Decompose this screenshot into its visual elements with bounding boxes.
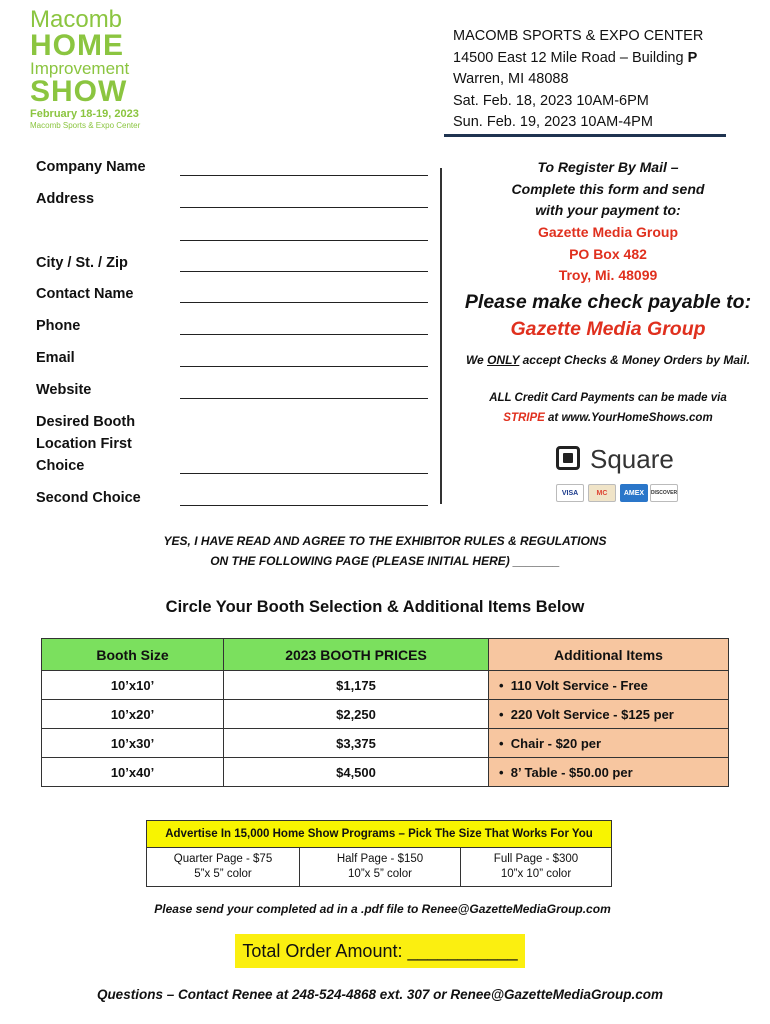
additional-item-text: 110 Volt Service - Free xyxy=(510,677,648,693)
company-name-field[interactable] xyxy=(180,175,428,176)
credit-line-1: ALL Credit Card Payments can be made via xyxy=(489,392,727,404)
city-st-zip-field[interactable] xyxy=(180,271,428,272)
email-label: Email xyxy=(36,350,75,366)
total-order-amount-field[interactable]: Total Order Amount: ___________ xyxy=(235,934,525,968)
register-instructions xyxy=(448,157,768,222)
booth-size-cell[interactable]: 10’x10’ xyxy=(42,671,224,700)
booth-price-cell[interactable]: $4,500 xyxy=(224,758,489,787)
desired-booth-label-line1: Desired Booth xyxy=(36,414,136,430)
ad-option-full[interactable] xyxy=(461,848,612,887)
additional-item-cell[interactable]: • 220 Volt Service - $125 per xyxy=(489,700,729,729)
venue-address xyxy=(453,48,703,70)
accept-suffix: accept Checks & Money Orders by Mail. xyxy=(519,353,751,367)
ad-option-size: 10”x 5” color xyxy=(348,868,412,880)
venue-building: P xyxy=(687,49,698,66)
check-payable-company: Gazette Media Group xyxy=(510,318,706,340)
accept-prefix: We xyxy=(465,353,488,367)
logo-line-macomb: Macomb xyxy=(30,6,123,33)
table-row[interactable] xyxy=(42,758,729,787)
credit-card-note xyxy=(448,388,768,428)
phone-field[interactable] xyxy=(180,334,428,335)
contact-name-field[interactable] xyxy=(180,302,428,303)
agreement-line-2: ON THE FOLLOWING PAGE (PLEASE INITIAL HERE) _______ xyxy=(210,554,560,568)
advertising-header: Advertise In 15,000 Home Show Programs – Pick The Size That Works For You xyxy=(147,821,612,848)
mastercard-icon: MC xyxy=(588,484,616,502)
register-line-3: with your payment to: xyxy=(535,202,681,218)
show-logo xyxy=(30,8,160,131)
ad-option-name: Full Page - $300 xyxy=(493,853,579,865)
additional-item-cell[interactable]: • 110 Volt Service - Free xyxy=(489,671,729,700)
ad-instructions: Please send your completed ad in a .pdf file to Renee@GazetteMediaGroup.com xyxy=(154,902,611,916)
company-name-label: Company Name xyxy=(36,159,146,175)
city-st-zip-label: City / St. / Zip xyxy=(36,255,128,271)
amex-card-icon: AMEX xyxy=(620,484,648,502)
logo-dates: February 18-19, 2023 xyxy=(30,108,139,120)
venue-city: Warren, MI 48088 xyxy=(453,71,569,87)
booth-price-cell[interactable]: $1,175 xyxy=(224,671,489,700)
logo-line-improvement: Improvement xyxy=(30,59,130,78)
credit-site: at www.YourHomeShows.com xyxy=(544,412,713,424)
booth-table-header xyxy=(42,639,729,671)
ad-option-quarter[interactable] xyxy=(147,848,300,887)
additional-item-text: 8’ Table - $50.00 per xyxy=(510,764,633,780)
logo-line-show: SHOW xyxy=(30,75,128,108)
form-divider xyxy=(440,168,442,504)
desired-booth-label xyxy=(36,411,135,477)
venue-hours-sat: Sat. Feb. 18, 2023 10AM-6PM xyxy=(453,92,649,109)
additional-item-cell[interactable]: • 8’ Table - $50.00 per xyxy=(489,758,729,787)
ad-option-name: Half Page - $150 xyxy=(336,853,424,865)
ad-option-size: 5”x 5” color xyxy=(194,868,252,880)
credit-line-2 xyxy=(448,408,768,428)
phone-label: Phone xyxy=(36,318,81,334)
check-payable-heading: Please make check payable to: xyxy=(464,291,752,313)
square-logo-inner xyxy=(563,453,573,463)
square-wordmark: Square xyxy=(590,444,674,474)
additional-item-text: Chair - $20 per xyxy=(510,735,602,751)
address-label: Address xyxy=(36,191,95,207)
mail-company: Gazette Media Group xyxy=(537,224,679,240)
stripe-text: STRIPE xyxy=(503,412,545,424)
header-booth-size: Booth Size xyxy=(42,639,224,671)
venue-info xyxy=(453,26,703,134)
booth-size-cell[interactable]: 10’x40’ xyxy=(42,758,224,787)
booth-price-table xyxy=(41,638,729,787)
booth-selection-heading: Circle Your Booth Selection & Additional Items Below xyxy=(165,598,585,616)
address-field-2[interactable] xyxy=(180,240,428,241)
additional-item-text: 220 Volt Service - $125 per xyxy=(510,706,674,722)
venue-address-text: 14500 East 12 Mile Road – Building xyxy=(453,49,688,66)
ad-option-size: 10”x 10” color xyxy=(500,868,572,880)
mail-city: Troy, Mi. 48099 xyxy=(558,267,658,283)
table-row[interactable] xyxy=(42,671,729,700)
booth-size-cell[interactable]: 10’x20’ xyxy=(42,700,224,729)
accept-only: ONLY xyxy=(487,353,520,367)
agreement-text xyxy=(60,531,710,571)
ad-option-name: Quarter Page - $75 xyxy=(173,853,273,865)
booth-size-cell[interactable]: 10’x30’ xyxy=(42,729,224,758)
logo-venue: Macomb Sports & Expo Center xyxy=(30,121,141,130)
register-line-2: Complete this form and send xyxy=(511,180,705,197)
first-choice-field[interactable] xyxy=(180,473,428,474)
booth-price-cell[interactable]: $2,250 xyxy=(224,700,489,729)
website-field[interactable] xyxy=(180,398,428,399)
booth-price-cell[interactable]: $3,375 xyxy=(224,729,489,758)
desired-booth-label-line2: Location First xyxy=(36,436,132,452)
second-choice-label: Second Choice xyxy=(36,490,141,506)
advertising-table xyxy=(146,820,612,887)
desired-booth-label-line3: Choice xyxy=(36,458,85,474)
header-divider xyxy=(444,134,726,137)
header-additional-items: Additional Items xyxy=(489,639,729,671)
mail-po-box: PO Box 482 xyxy=(569,245,647,262)
venue-hours-sun: Sun. Feb. 19, 2023 10AM-4PM xyxy=(453,114,653,130)
email-field[interactable] xyxy=(180,366,428,367)
venue-name: MACOMB SPORTS & EXPO CENTER xyxy=(453,28,704,44)
register-line-1: To Register By Mail – xyxy=(537,159,679,175)
visa-card-icon: VISA xyxy=(556,484,584,502)
additional-item-cell[interactable]: • Chair - $20 per xyxy=(489,729,729,758)
agreement-line-1: YES, I HAVE READ AND AGREE TO THE EXHIBITOR RULES & REGULATIONS xyxy=(163,534,607,548)
contact-name-label: Contact Name xyxy=(36,286,134,302)
header-booth-prices: 2023 BOOTH PRICES xyxy=(224,639,489,671)
mail-address xyxy=(448,222,768,287)
questions-contact: Questions – Contact Renee at 248-524-4868 ext. 307 or Renee@GazetteMediaGroup.com xyxy=(96,987,664,1002)
table-row[interactable] xyxy=(42,729,729,758)
discover-card-icon: DISCOVER xyxy=(650,484,678,502)
logo-line-home: HOME xyxy=(30,29,124,62)
address-field-1[interactable] xyxy=(180,207,428,208)
second-choice-field[interactable] xyxy=(180,505,428,506)
website-label: Website xyxy=(36,382,92,398)
table-row[interactable] xyxy=(42,700,729,729)
accept-note xyxy=(448,351,768,369)
ad-option-half[interactable] xyxy=(300,848,461,887)
